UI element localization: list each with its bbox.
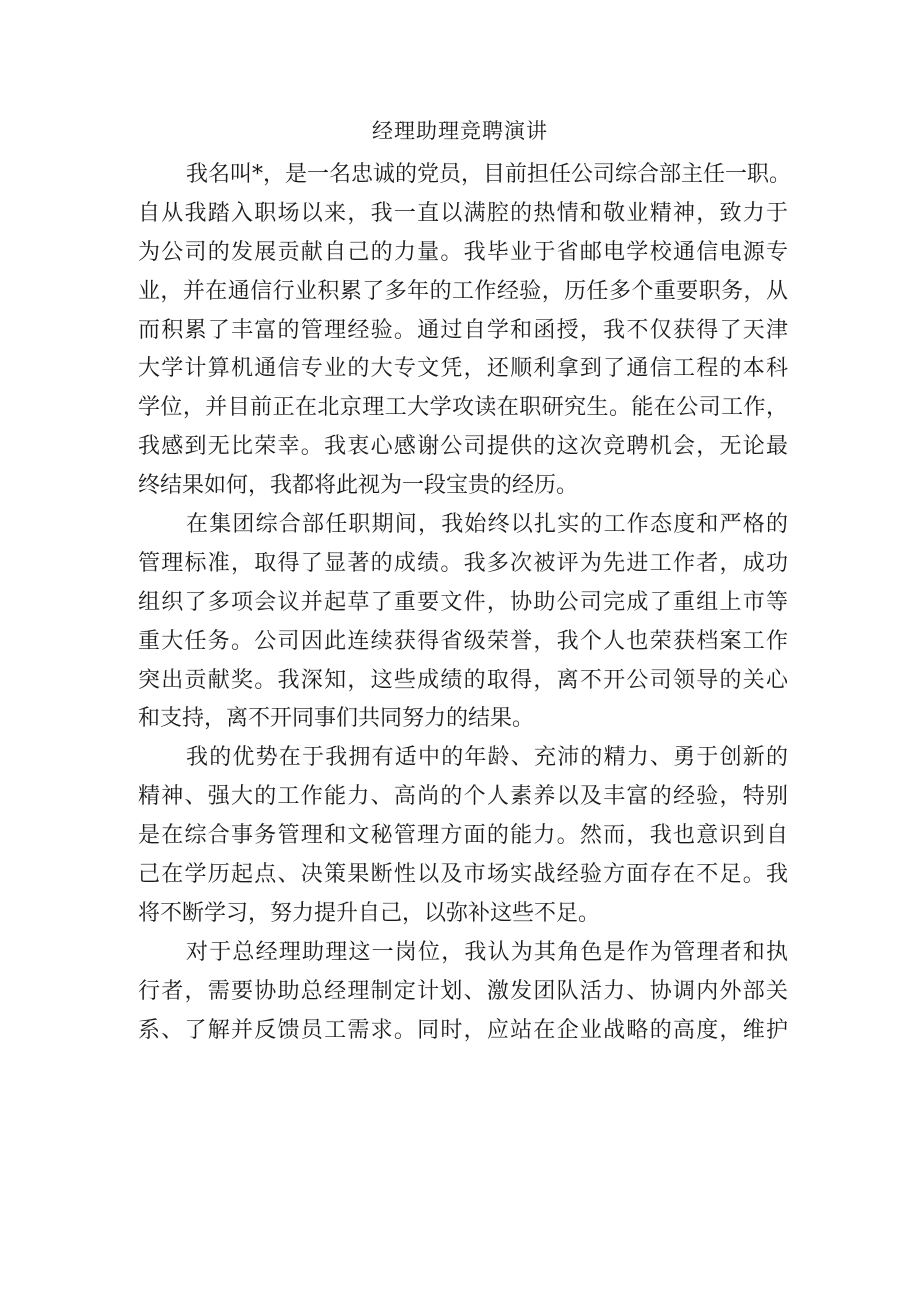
- text-line: 为公司的发展贡献自己的力量。我毕业于省邮电学校通信电源专: [138, 239, 788, 265]
- document-body: [138, 156, 792, 1050]
- text-line: 和支持，离不开同事们共同努力的结果。: [138, 706, 535, 732]
- text-line: 系、了解并反馈员工需求。同时，应站在企业战略的高度，维护: [138, 1017, 788, 1043]
- text-line: 而积累了丰富的管理经验。通过自学和函授，我不仅获得了天津: [138, 317, 788, 343]
- text-line: 组织了多项会议并起草了重要文件，协助公司完成了重组上市等: [138, 589, 788, 615]
- text-line: 是在综合事务管理和文秘管理方面的能力。然而，我也意识到自: [138, 823, 788, 849]
- text-line: 业，并在通信行业积累了多年的工作经验，历任多个重要职务，从: [138, 278, 788, 304]
- text-line: 己在学历起点、决策果断性以及市场实战经验方面存在不足。我: [138, 862, 788, 888]
- text-line: 突出贡献奖。我深知，这些成绩的取得，离不开公司领导的关心: [138, 667, 788, 693]
- text-line: 我感到无比荣幸。我衷心感谢公司提供的这次竞聘机会，无论最: [138, 434, 788, 460]
- text-line: 自从我踏入职场以来，我一直以满腔的热情和敬业精神，致力于: [138, 200, 788, 226]
- text-line: 将不断学习，努力提升自己，以弥补这些不足。: [138, 900, 601, 926]
- paragraph-2: [138, 506, 788, 739]
- text-line: 管理标准，取得了显著的成绩。我多次被评为先进工作者，成功: [138, 550, 788, 576]
- paragraph-4: [138, 934, 788, 1051]
- text-line: 终结果如何，我都将此视为一段宝贵的经历。: [138, 473, 579, 499]
- text-line: 我的优势在于我拥有适中的年龄、充沛的精力、勇于创新的: [186, 745, 788, 771]
- text-line: 重大任务。公司因此连续获得省级荣誉，我个人也荣获档案工作: [138, 628, 788, 654]
- document-title: 经理助理竞聘演讲: [372, 119, 548, 143]
- text-line: 对于总经理助理这一岗位，我认为其角色是作为管理者和执: [186, 939, 788, 965]
- text-line: 学位，并目前正在北京理工大学攻读在职研究生。能在公司工作，: [138, 395, 788, 421]
- paragraph-1: [138, 156, 792, 506]
- text-line: 大学计算机通信专业的大专文凭，还顺利拿到了通信工程的本科: [138, 356, 788, 382]
- paragraph-3: [138, 739, 788, 933]
- text-line: 在集团综合部任职期间，我始终以扎实的工作态度和严格的: [186, 512, 788, 538]
- text-line: 精神、强大的工作能力、高尚的个人素养以及丰富的经验，特别: [138, 784, 788, 810]
- text-line: 行者，需要协助总经理制定计划、激发团队活力、协调内外部关: [138, 978, 788, 1004]
- text-line: 我名叫*，是一名忠诚的党员，目前担任公司综合部主任一职。: [186, 162, 792, 187]
